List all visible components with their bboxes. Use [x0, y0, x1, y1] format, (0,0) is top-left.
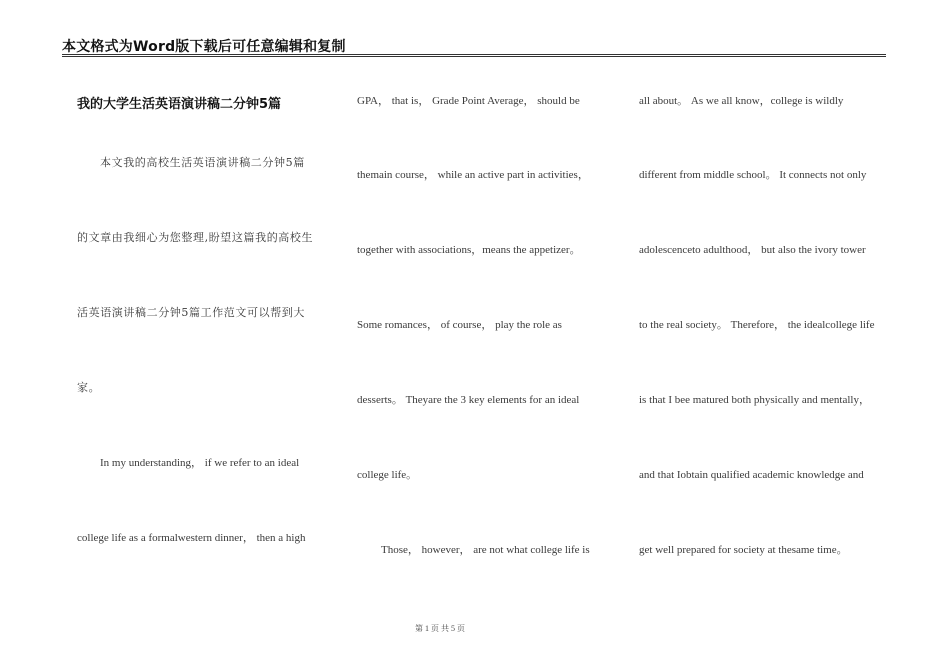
text-line: and that Iobtain qualified academic knowledge and — [639, 469, 864, 481]
text-line: themain course， while an active part in activities， — [357, 169, 589, 181]
text-line: together with associations，means the appetizer。 — [357, 244, 581, 256]
text-line: 本文我的高校生活英语演讲稿二分钟5篇 — [100, 156, 305, 169]
text-line: Those， however， are not what college life is — [381, 544, 590, 556]
article-title: 我的大学生活英语演讲稿二分钟5篇 — [77, 97, 282, 112]
text-line: to the real society。 Therefore， the idealcollege life — [639, 319, 875, 331]
text-line: is that I bee matured both physically and mentally， — [639, 394, 870, 406]
text-line: different from middle school。 It connects not only — [639, 169, 867, 181]
text-line: In my understanding， if we refer to an ideal — [100, 457, 300, 469]
header-divider — [62, 54, 886, 57]
text-line: all about。 As we all know，college is wildly — [639, 95, 844, 107]
text-line: adolescenceto adulthood， but also the ivory tower — [639, 244, 866, 256]
document-header-title: 本文格式为Word版下载后可任意编辑和复制 — [62, 39, 346, 55]
text-line: 活英语演讲稿二分钟5篇工作范文可以帮到大 — [77, 306, 305, 319]
text-line: 家。 — [77, 381, 101, 394]
text-line: college life。 — [357, 469, 418, 481]
page-number: 第 1 页 共 5 页 — [415, 624, 465, 633]
text-line: GPA， that is， Grade Point Average， should be — [357, 95, 580, 107]
text-line: college life as a formalwestern dinner， then a high — [77, 532, 306, 544]
text-line: 的文章由我细心为您整理,盼望这篇我的高校生 — [77, 231, 314, 244]
text-line: get well prepared for society at thesame time。 — [639, 544, 848, 556]
text-line: Some romances， of course， play the role as — [357, 319, 562, 331]
text-line: desserts。 Theyare the 3 key elements for an ideal — [357, 394, 580, 406]
